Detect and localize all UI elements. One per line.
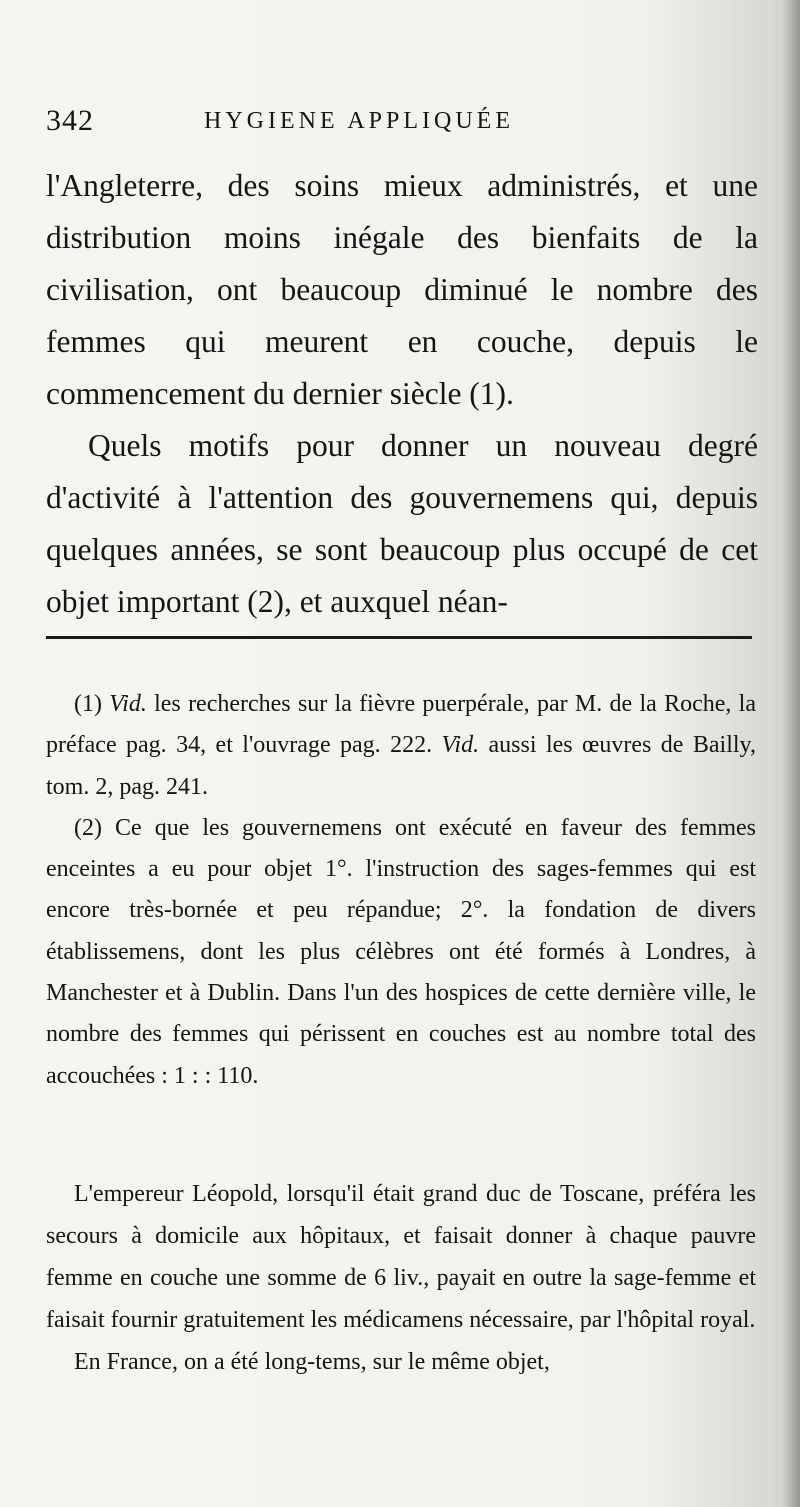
page-number: 342 <box>46 104 94 137</box>
continuation-paragraph-1: L'empereur Léopold, lorsqu'il était grand duc de Toscane, préféra les secours à domicile aux hôpitaux, et faisait donner à chaque pauvre femme en couche une somme de 6 liv., payait en outre la sage-femme et faisait fournir gratuitement les médicamens nécessaire, par l'hôpital royal. <box>46 1181 756 1333</box>
footnote-2-marker: (2) <box>74 814 102 841</box>
footnote-2 <box>46 808 756 1097</box>
footnote-1-vid: Vid. <box>109 691 147 717</box>
footnote-1-text-a: les recherches sur la fièvre puerpérale, par M. de la Roche, la préface pag. 34, et l'ouvrage pag. 222. <box>46 691 756 759</box>
footnote-1-vid-2: Vid. <box>441 732 480 759</box>
footnotes <box>46 684 756 1097</box>
page-header <box>46 104 756 144</box>
footnote-1-marker: (1) <box>74 691 102 717</box>
footnote-continuation <box>46 1173 756 1383</box>
running-head: HYGIENE APPLIQUÉE <box>204 108 514 134</box>
footnote-1-text-b: aussi les œuvres de Bailly, tom. 2, pag. 241. <box>46 732 756 800</box>
page-edge-shadow <box>782 0 800 1507</box>
main-paragraph-2: Quels motifs pour donner un nouveau degré d'activité à l'attention des gouvernemens qui, depuis quelques années, se sont beaucoup plus occupé de cet objet important (2), et auxquel néan- <box>46 428 758 619</box>
main-paragraph-1: l'Angleterre, des soins mieux administrés, et une distribution moins inégale des bienfaits de la civilisation, ont beaucoup diminué le nombre des femmes qui meurent en couche, depuis le commencement du dernier siècle (1). <box>46 168 758 411</box>
footnote-2-text: Ce que les gouvernemens ont exécuté en faveur des femmes enceintes a eu pour objet 1°. l'instruction des sages-femmes qui est encore très-bornée et peu répandue; 2°. la fondation de divers établissemens, dont les plus célèbres ont été formés à Londres, à Manchester et à Dublin. Dans l'un des hospices de cette dernière ville, le nombre des femmes qui périssent en couches est au nombre total des accouchées : 1 : : 110. <box>46 814 756 1089</box>
footnote-rule <box>46 636 752 639</box>
footnote-1 <box>46 684 756 808</box>
continuation-paragraph-2: En France, on a été long-tems, sur le même objet, <box>74 1349 550 1375</box>
main-text <box>46 160 758 628</box>
